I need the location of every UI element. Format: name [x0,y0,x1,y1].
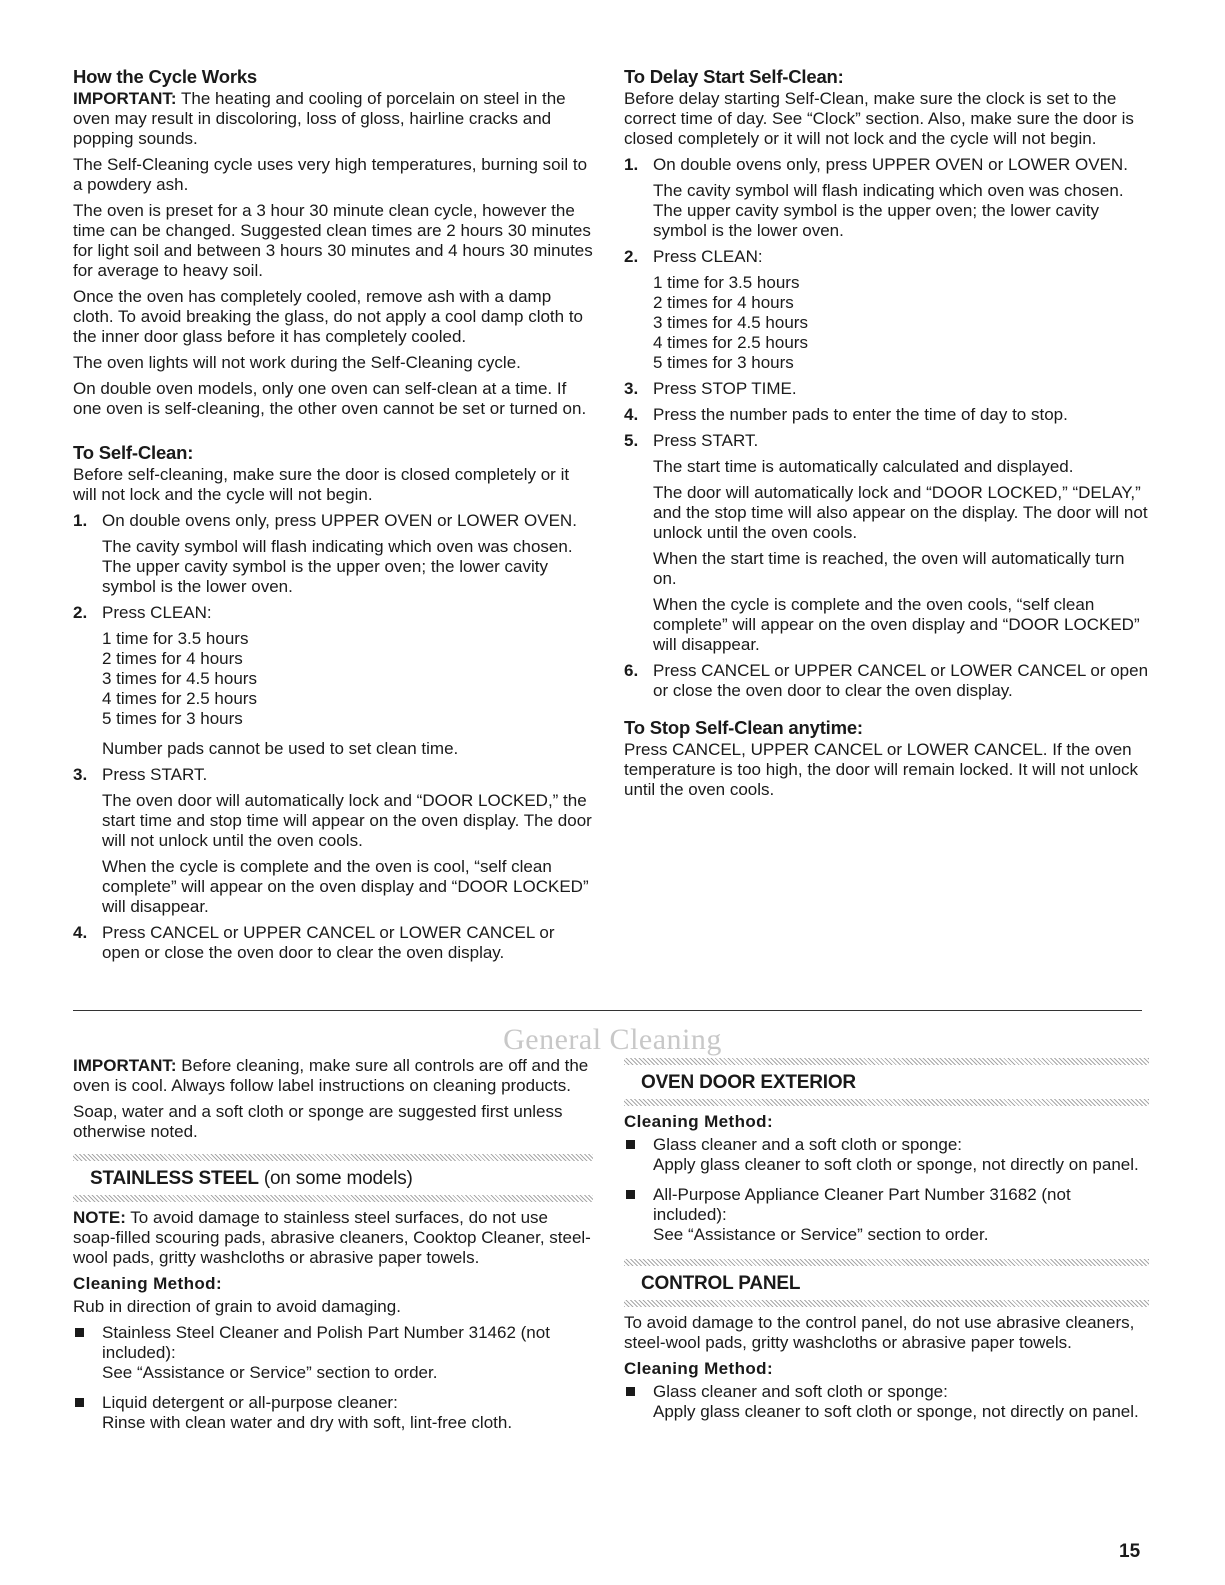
cleaning-method-label: Cleaning Method: [624,1359,773,1378]
control-bullets [624,1382,1149,1422]
cycle-paragraph: The Self-Cleaning cycle uses very high temperatures, burning soil to a powdery ash. [73,155,588,194]
bullet-item [624,1382,1149,1422]
step-detail: The start time is automatically calculated and displayed. [653,457,1074,476]
cycle-paragraph: The oven is preset for a 3 hour 30 minute clean cycle, however the time can be changed. Suggested clean times are 2 hours 30 minutes for light soil and between 3 hours 30 minutes and 4 hours 30 minutes for average to heavy soil. [73,201,593,280]
stop-self-clean-heading: To Stop Self-Clean anytime: [624,717,863,738]
step-detail: The cavity symbol will flash indicating which oven was chosen. The upper cavity symbol is the upper oven; the lower cavity symbol is the lower oven. [653,181,1124,240]
step-number: 1. [73,511,88,530]
step-number: 3. [624,379,639,398]
note-label: NOTE: [73,1208,126,1227]
bullet-line: Liquid detergent or all-purpose cleaner: [102,1393,398,1412]
step-item [624,405,1149,425]
bullet-line: Rinse with clean water and dry with soft, lint-free cloth. [102,1413,513,1432]
step-detail: When the cycle is complete and the oven is cool, “self clean complete” will appear on the oven display and “DOOR LOCKED” will disappear. [102,857,589,916]
step-number: 1. [624,155,639,174]
door-bullets [624,1135,1149,1245]
step-detail: The oven door will automatically lock and “DOOR LOCKED,” the start time and stop time will appear on the oven display. The door will not unlock until the oven cools. [102,791,592,850]
clean-times-list [102,629,593,729]
clean-time: 1 time for 3.5 hours [653,273,800,292]
square-bullet-icon [626,1140,635,1149]
section-divider [73,1010,1142,1011]
step-item [624,155,1149,241]
clean-times-list [653,273,1149,373]
bullet-line: All-Purpose Appliance Cleaner Part Number 31682 (not included): [653,1185,1071,1224]
important-label: IMPORTANT: [73,89,177,108]
step-item [624,661,1149,701]
self-clean-intro: Before self-cleaning, make sure the door is closed completely or it will not lock and the cycle will not begin. [73,465,570,504]
step-detail: Number pads cannot be used to set clean time. [102,739,459,758]
step-text: On double ovens only, press UPPER OVEN or LOWER OVEN. [653,155,1128,174]
step-number: 5. [624,431,639,450]
step-text: On double ovens only, press UPPER OVEN or LOWER OVEN. [102,511,577,530]
hatched-band [624,1099,1149,1106]
step-text: Press STOP TIME. [653,379,797,398]
bullet-line: Apply glass cleaner to soft cloth or sponge, not directly on panel. [653,1402,1139,1421]
step-detail: When the start time is reached, the oven will automatically turn on. [653,549,1125,588]
step-text: Press CANCEL or UPPER CANCEL or LOWER CANCEL or open or close the oven door to clear the oven display. [653,661,1149,700]
stainless-method-intro: Rub in direction of grain to avoid damaging. [73,1297,401,1316]
general-important-paragraph [73,1056,593,1096]
step-text: Press START. [653,431,759,450]
stainless-steel-title [73,1161,593,1195]
right-column [624,66,1149,806]
clean-time: 4 times for 2.5 hours [102,689,257,708]
bullet-line: See “Assistance or Service” section to order. [102,1363,438,1382]
step-text: Press CLEAN: [653,247,763,266]
step-number: 3. [73,765,88,784]
step-text: Press CLEAN: [102,603,212,622]
clean-time: 4 times for 2.5 hours [653,333,808,352]
bullet-line: Glass cleaner and soft cloth or sponge: [653,1382,948,1401]
step-number: 6. [624,661,639,680]
self-clean-heading: To Self-Clean: [73,442,194,463]
bullet-item [73,1323,593,1383]
step-number: 2. [624,247,639,266]
clean-time: 3 times for 4.5 hours [653,313,808,332]
soap-paragraph: Soap, water and a soft cloth or sponge are suggested first unless otherwise noted. [73,1102,563,1141]
square-bullet-icon [75,1398,84,1407]
bullet-line: See “Assistance or Service” section to order. [653,1225,989,1244]
general-cleaning-left [73,1056,593,1443]
step-text: Press the number pads to enter the time of day to stop. [653,405,1068,424]
step-detail: The cavity symbol will flash indicating which oven was chosen. The upper cavity symbol is the upper oven; the lower cavity symbol is the lower oven. [102,537,573,596]
cleaning-method-label: Cleaning Method: [624,1112,773,1131]
clean-time: 2 times for 4 hours [653,293,794,312]
stainless-title-suffix: (on some models) [258,1168,413,1189]
left-column [73,66,593,969]
important-label: IMPORTANT: [73,1056,177,1075]
step-number: 2. [73,603,88,622]
step-number: 4. [624,405,639,424]
cycle-paragraph: Once the oven has completely cooled, remove ash with a damp cloth. To avoid breaking the glass, do not apply a cool damp cloth to the inner door glass before it has completely cooled. [73,287,584,346]
bullet-item [73,1393,593,1433]
bullet-item [624,1135,1149,1175]
stainless-title-text: STAINLESS STEEL [90,1168,259,1189]
step-number: 4. [73,923,88,942]
square-bullet-icon [626,1190,635,1199]
clean-time: 5 times for 3 hours [102,709,243,728]
delay-start-intro: Before delay starting Self-Clean, make sure the clock is set to the correct time of day. See “Clock” section. Also, make sure the door is closed completely or it will not lock and the cycle will not begin. [624,89,1134,148]
clean-time: 3 times for 4.5 hours [102,669,257,688]
clean-time: 1 time for 3.5 hours [102,629,249,648]
stainless-bullets [73,1323,593,1433]
general-cleaning-right [624,1056,1149,1432]
delay-start-heading: To Delay Start Self-Clean: [624,66,844,87]
step-item [624,247,1149,373]
stainless-note [73,1208,593,1268]
cycle-paragraph: The oven lights will not work during the Self-Cleaning cycle. [73,353,521,372]
bullet-line: Glass cleaner and a soft cloth or sponge: [653,1135,963,1154]
cycle-important-paragraph [73,89,593,149]
step-item [73,511,593,597]
important-text: The heating and cooling of porcelain on steel in the oven may result in discoloring, loss of gloss, hairline cracks and popping sounds. [73,89,566,148]
step-detail: The door will automatically lock and “DOOR LOCKED,” “DELAY,” and the stop time will also appear on the display. The door will not unlock until the oven cools. [653,483,1148,542]
control-panel-title: CONTROL PANEL [641,1273,801,1294]
step-item [73,765,593,917]
control-panel-intro: To avoid damage to the control panel, do not use abrasive cleaners, steel-wool pads, gritty washcloths or abrasive paper towels. [624,1313,1135,1352]
hatched-band [624,1259,1149,1266]
step-item [624,379,1149,399]
delay-start-steps [624,155,1149,701]
step-item [73,603,593,759]
hatched-band [624,1300,1149,1307]
self-clean-steps [73,511,593,963]
important-text: Before cleaning, make sure all controls are off and the oven is cool. Always follow label instructions on cleaning products. [73,1056,589,1095]
bullet-line: Apply glass cleaner to soft cloth or sponge, not directly on panel. [653,1155,1139,1174]
hatched-band [624,1058,1149,1065]
cleaning-method-label: Cleaning Method: [73,1274,222,1293]
step-item [73,923,593,963]
oven-door-exterior-title: OVEN DOOR EXTERIOR [641,1072,856,1093]
hatched-band [73,1154,593,1161]
note-text: To avoid damage to stainless steel surfaces, do not use soap-filled scouring pads, abrasive cleaners, Cooktop Cleaner, steel-wool pads, gritty washcloths or abrasive paper towels. [73,1208,591,1267]
bullet-line: Stainless Steel Cleaner and Polish Part Number 31462 (not included): [102,1323,550,1362]
general-cleaning-title: General Cleaning [503,1023,722,1056]
step-item [624,431,1149,655]
step-detail: When the cycle is complete and the oven cools, “self clean complete” will appear on the oven display and “DOOR LOCKED” will disappear. [653,595,1140,654]
stop-self-clean-text: Press CANCEL, UPPER CANCEL or LOWER CANCEL. If the oven temperature is too high, the door will remain locked. It will not unlock until the oven cools. [624,740,1139,799]
clean-time: 5 times for 3 hours [653,353,794,372]
bullet-item [624,1185,1149,1245]
square-bullet-icon [75,1328,84,1337]
step-text: Press CANCEL or UPPER CANCEL or LOWER CANCEL or open or close the oven door to clear the oven display. [102,923,555,962]
square-bullet-icon [626,1387,635,1396]
hatched-band [73,1195,593,1202]
clean-time: 2 times for 4 hours [102,649,243,668]
page-number: 15 [1119,1541,1141,1562]
step-text: Press START. [102,765,208,784]
cycle-paragraph: On double oven models, only one oven can self-clean at a time. If one oven is self-cleaning, the other oven cannot be set or turned on. [73,379,587,418]
cycle-heading: How the Cycle Works [73,66,257,87]
